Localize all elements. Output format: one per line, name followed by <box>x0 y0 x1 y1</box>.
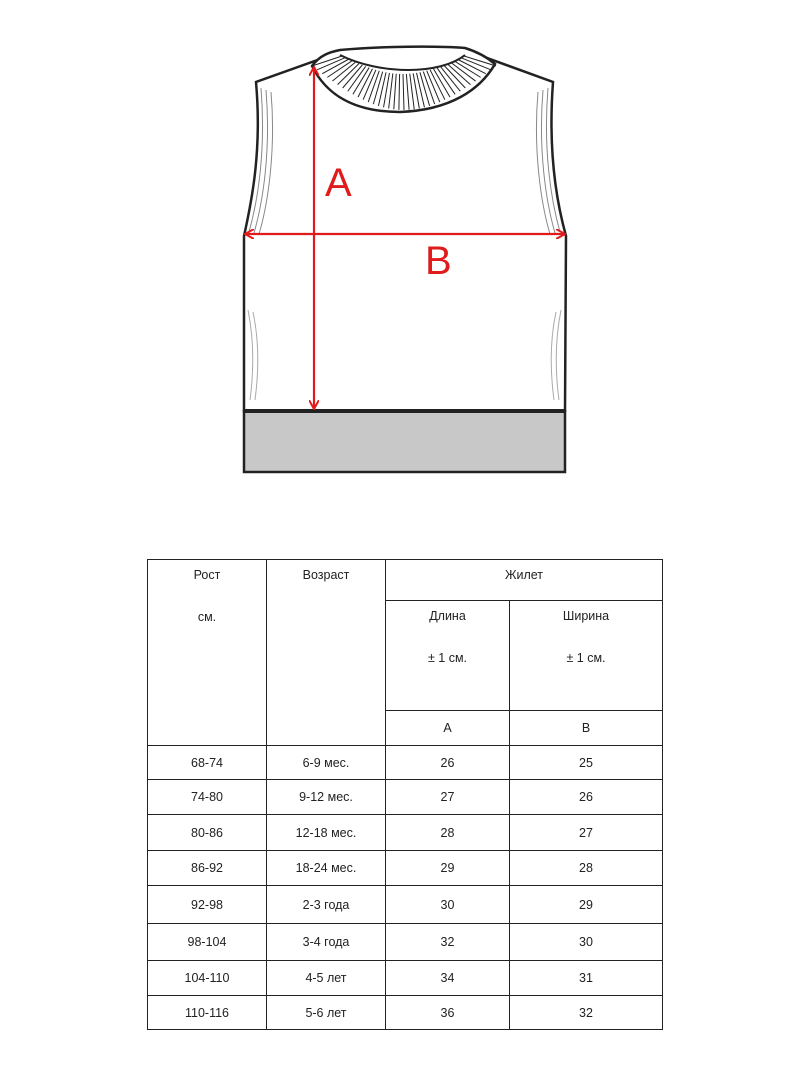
cell-age: 18-24 мес. <box>267 851 386 886</box>
header-height-label: Рост <box>193 568 221 582</box>
header-width-label: Ширина <box>562 609 610 623</box>
table-row <box>148 851 663 886</box>
measure-label-a: A <box>325 161 352 205</box>
cell-length: 27 <box>386 780 510 815</box>
table-row <box>148 886 663 924</box>
header-height <box>148 560 267 746</box>
table-row <box>148 961 663 996</box>
cell-length: 28 <box>386 815 510 851</box>
table-row <box>148 780 663 815</box>
header-length-code: A <box>386 711 510 746</box>
header-garment-label: Жилет <box>504 568 544 582</box>
header-height-unit: см. <box>197 610 217 624</box>
cell-age: 3-4 года <box>267 924 386 961</box>
table-row <box>148 924 663 961</box>
header-age <box>267 560 386 746</box>
header-age-label: Возраст <box>302 568 350 582</box>
header-width-code: B <box>510 711 663 746</box>
header-length-label: Длина <box>429 609 466 623</box>
measure-label-b: B <box>425 239 452 283</box>
cell-age: 6-9 мес. <box>267 746 386 780</box>
cell-age: 5-6 лет <box>267 996 386 1030</box>
cell-age: 2-3 года <box>267 886 386 924</box>
cell-height: 92-98 <box>148 886 267 924</box>
header-width-tolerance: ± 1 см. <box>566 651 606 665</box>
table-row <box>148 815 663 851</box>
cell-length: 30 <box>386 886 510 924</box>
cell-age: 12-18 мес. <box>267 815 386 851</box>
cell-height: 68-74 <box>148 746 267 780</box>
header-length <box>386 601 510 711</box>
header-garment <box>386 560 663 601</box>
cell-height: 80-86 <box>148 815 267 851</box>
cell-height: 86-92 <box>148 851 267 886</box>
table-row <box>148 746 663 780</box>
vest-hem-band <box>244 411 565 472</box>
cell-length: 34 <box>386 961 510 996</box>
cell-length: 36 <box>386 996 510 1030</box>
cell-length: 29 <box>386 851 510 886</box>
cell-width: 29 <box>510 886 663 924</box>
cell-width: 27 <box>510 815 663 851</box>
cell-width: 28 <box>510 851 663 886</box>
cell-height: 98-104 <box>148 924 267 961</box>
cell-height: 104-110 <box>148 961 267 996</box>
cell-length: 32 <box>386 924 510 961</box>
cell-width: 26 <box>510 780 663 815</box>
cell-length: 26 <box>386 746 510 780</box>
cell-age: 9-12 мес. <box>267 780 386 815</box>
cell-width: 30 <box>510 924 663 961</box>
cell-height: 74-80 <box>148 780 267 815</box>
cell-width: 31 <box>510 961 663 996</box>
cell-height: 110-116 <box>148 996 267 1030</box>
vest-diagram <box>0 0 809 520</box>
cell-width: 25 <box>510 746 663 780</box>
cell-width: 32 <box>510 996 663 1030</box>
size-table <box>147 559 663 1030</box>
cell-age: 4-5 лет <box>267 961 386 996</box>
table-row <box>148 996 663 1030</box>
header-width <box>510 601 663 711</box>
header-length-tolerance: ± 1 см. <box>427 651 468 665</box>
